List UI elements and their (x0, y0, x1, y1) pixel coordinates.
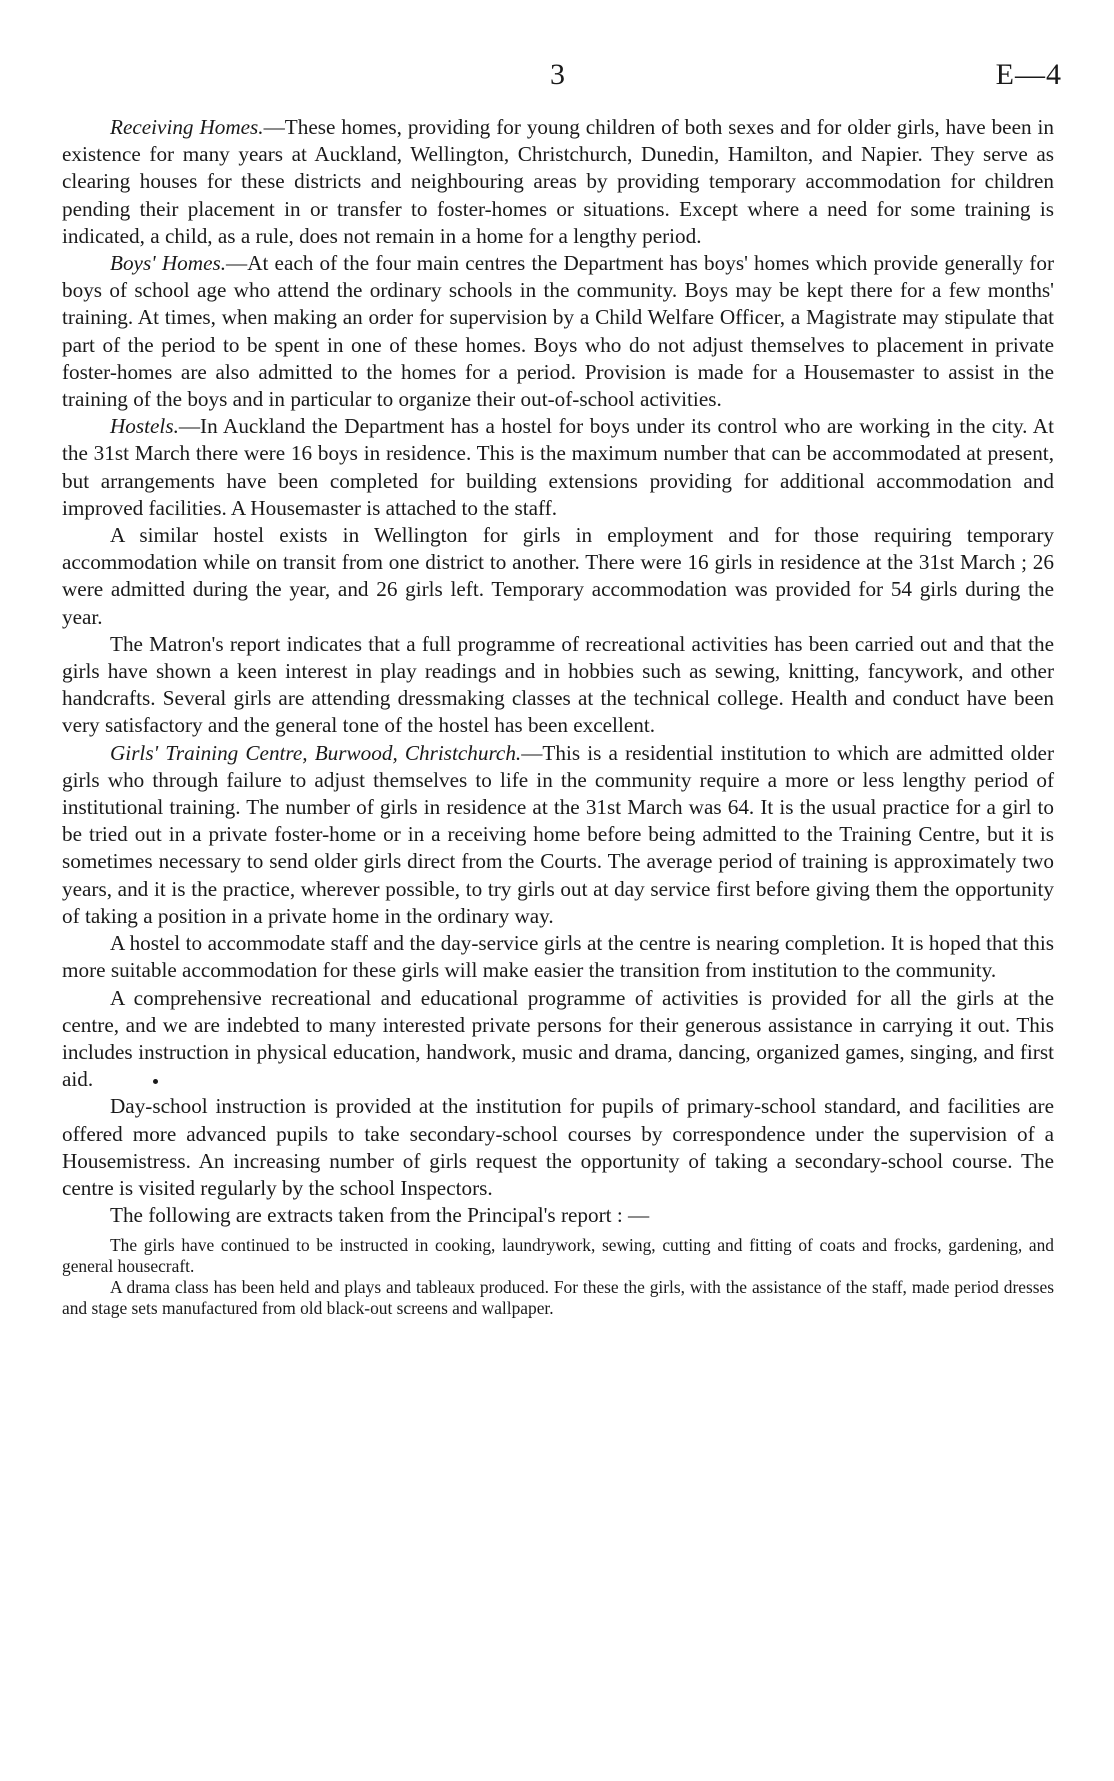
paragraph-recreational-programme (62, 985, 1054, 1094)
paragraph-text: The Matron's report indicates that a full programme of recreational activities has been carried out and that the girls have shown a keen interest in play readings and in hobbies such as sewing, knitting, fancywork, and other handcrafts. Several girls are attending dressmaking classes at the technical college. Health and conduct have been very satisfactory and the general tone of the hostel has been excellent. (62, 631, 1054, 738)
paragraph-text: A comprehensive recreational and educational programme of activities is provided for all the girls at the centre, and we are indebted to many interested private persons for their generous assistance in carrying it out. This includes instruction in physical education, handwork, music and drama, dancing, organized games, singing, and first aid. (62, 985, 1054, 1092)
page-number: 3 (550, 58, 566, 91)
paragraph-day-school (62, 1093, 1054, 1202)
paragraph-boys-homes (62, 250, 1054, 413)
paragraph-text: —At each of the four main centres the Department has boys' homes which provide generally for boys of school age who attend the ordinary schools in the community. Boys may be kept there for a few months' training. At times, when making an order for supervision by a Child Welfare Officer, a Magistrate may stipulate that part of the period to be spent in one of these homes. Boys who do not adjust themselves to placement in private foster-homes are also admitted to the homes for a period. Provision is made for a Housemaster to assist in the training of the boys and in particular to organize their out-of-school activities. (62, 251, 1054, 412)
paragraph-wellington-hostel (62, 522, 1054, 631)
body-text (62, 114, 1054, 1229)
paragraph-girls-training-centre (62, 740, 1054, 930)
document-page (62, 58, 1062, 1319)
document-reference: E—4 (995, 58, 1062, 91)
paragraph-text: —This is a residential institution to which are admitted older girls who through failure to adjust themselves to life in the community require a more or less lengthy period of institutional training. The number of girls in residence at the 31st March was 64. It is the usual practice for a girl to be tried out in a private foster-home or in a receiving home before being admitted to the Training Centre, but it is sometimes necessary to send older girls direct from the Courts. The average period of training is approximately two years, and it is the practice, wherever possible, to try girls out at day service first before giving them the opportunity of taking a position in a private home in the ordinary way. (62, 740, 1054, 928)
paragraph-text: Day-school instruction is provided at the institution for pupils of primary-school standard, and facilities are offered more advanced pupils to take secondary-school courses by correspondence under the supervision of a Housemistress. An increasing number of girls request the opportunity of taking a secondary-school course. The centre is visited regularly by the school Inspectors. (62, 1094, 1054, 1200)
stray-dot-mark (153, 1079, 158, 1084)
paragraph-receiving-homes (62, 114, 1054, 250)
paragraph-text: A similar hostel exists in Wellington for girls in employment and for those requiring temporary accommodation while on transit from one district to another. There were 16 girls in residence at the 31st March ; 26 were admitted during the year, and 26 girls left. Temporary accommodation was provided for 54 girls during the year. (62, 523, 1054, 629)
paragraph-staff-hostel (62, 930, 1054, 984)
extract-item: The girls have continued to be instructed in cooking, laundrywork, sewing, cutting and fitting of coats and frocks, gardening, and general housecraft. (62, 1235, 1054, 1277)
principal-report-extracts (62, 1235, 1054, 1319)
extract-item: A drama class has been held and plays and tableaux produced. For these the girls, with the assistance of the staff, made period dresses and stage sets manufactured from old black-out screens and wallpaper. (62, 1277, 1054, 1319)
paragraph-text: —These homes, providing for young children of both sexes and for older girls, have been in existence for many years at Auckland, Wellington, Christchurch, Dunedin, Hamilton, and Napier. They serve as clearing houses for these districts and neighbouring areas by providing temporary accommodation for children pending their placement in or transfer to foster-homes or situations. Except where a need for some training is indicated, a child, as a rule, does not remain in a home for a lengthy period. (62, 115, 1054, 248)
paragraph-text: —In Auckland the Department has a hostel for boys under its control who are working in the city. At the 31st March there were 16 boys in residence. This is the maximum number that can be accommodated at present, but arrangements have been completed for building extensions providing for additional accommodation and improved facilities. A Housemaster is attached to the staff. (62, 414, 1054, 520)
paragraph-heading: Girls' Training Centre, Burwood, Christchurch. (110, 740, 522, 765)
paragraph-text: The following are extracts taken from the Principal's report : — (110, 1203, 650, 1228)
paragraph-heading: Hostels. (110, 414, 179, 439)
paragraph-heading: Receiving Homes. (110, 115, 264, 139)
paragraph-extracts-intro (62, 1202, 1054, 1229)
paragraph-matron-report (62, 631, 1054, 740)
paragraph-heading: Boys' Homes. (110, 251, 227, 276)
paragraph-hostels (62, 413, 1054, 522)
paragraph-text: A hostel to accommodate staff and the day-service girls at the centre is nearing completion. It is hoped that this more suitable accommodation for these girls will make easier the transition from institution to the community. (62, 931, 1054, 983)
page-header (62, 58, 1062, 114)
